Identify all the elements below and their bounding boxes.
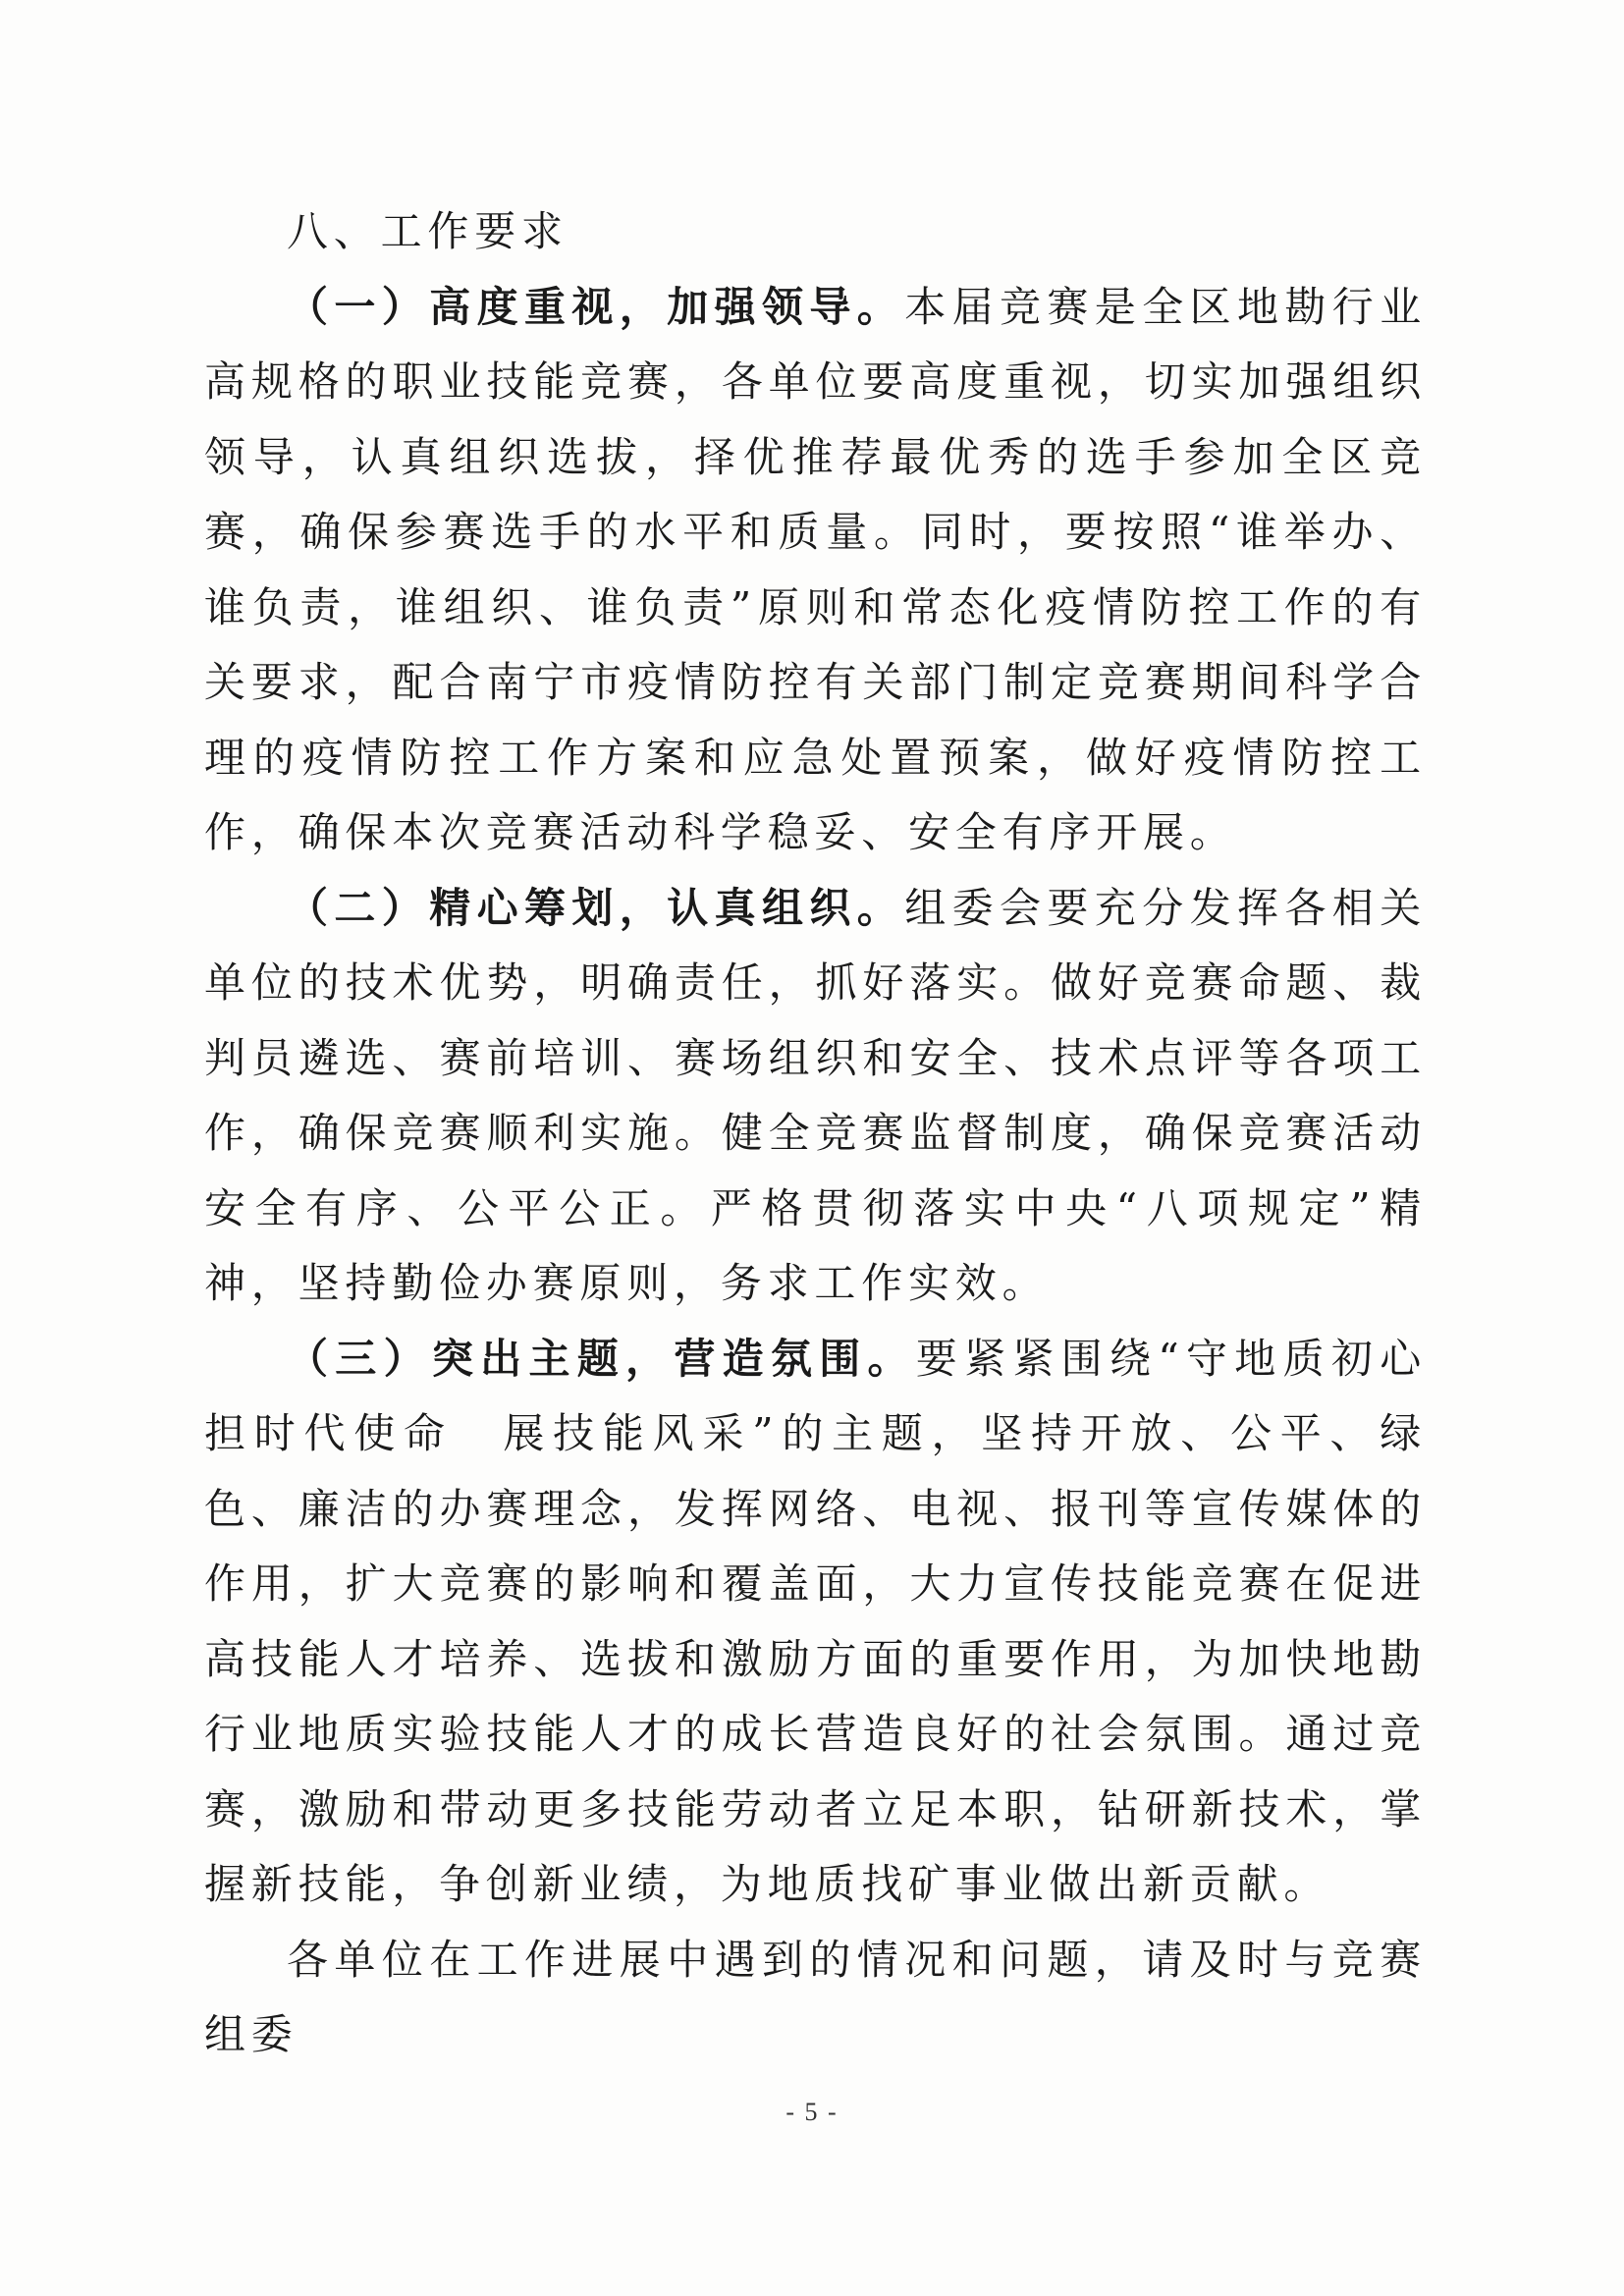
document-body bbox=[204, 194, 1474, 2073]
paragraph-2 bbox=[204, 871, 1427, 1322]
paragraph-4-body: 各单位在工作进展中遇到的情况和问题，请及时与竞赛组委 bbox=[204, 1935, 1427, 2058]
page-number: - 5 - bbox=[785, 2098, 839, 2126]
paragraph-2-lead: （二）精心筹划，认真组织。 bbox=[287, 883, 905, 932]
paragraph-3 bbox=[204, 1322, 1474, 1923]
paragraph-3-body: 要紧紧围绕“守地质初心 担时代使命 展技能风采”的主题，坚持开放、公平、绿色、廉洁的办赛理念，发挥网络、电视、报刊等宣传媒体的作用，扩大竞赛的影响和覆盖面，大力宣传技能竞赛在促进高技能人才培养、选拔和激励方面的重要作用，为加快地勘行业地质实验技能人才的成长营造良好的社会氛围。通过竞赛，激励和带动更多技能劳动者立足本职，钻研新技术，掌握新技能，争创新业绩，为地质找矿事业做出新贡献。 bbox=[204, 1334, 1474, 1908]
paragraph-3-lead: （三）突出主题，营造氛围。 bbox=[287, 1334, 916, 1383]
paragraph-2-body: 组委会要充分发挥各相关单位的技术优势，明确责任，抓好落实。做好竞赛命题、裁判员遴选、赛前培训、赛场组织和安全、技术点评等各项工作，确保竞赛顺利实施。健全竞赛监督制度，确保竞赛活动安全有序、公平公正。严格贯彻落实中央“八项规定”精神，坚持勤俭办赛原则，务求工作实效。 bbox=[204, 883, 1427, 1307]
paragraph-1-lead: （一）高度重视，加强领导。 bbox=[287, 282, 905, 331]
section-heading: 八、工作要求 bbox=[287, 207, 568, 255]
paragraph-4 bbox=[204, 1923, 1427, 2073]
paragraph-1 bbox=[204, 270, 1427, 871]
paragraph-1-body: 本届竞赛是全区地勘行业高规格的职业技能竞赛，各单位要高度重视，切实加强组织领导，认真组织选拔，择优推荐最优秀的选手参加全区竞赛，确保参赛选手的水平和质量。同时，要按照“谁举办、谁负责，谁组织、谁负责”原则和常态化疫情防控工作的有关要求，配合南宁市疫情防控有关部门制定竞赛期间科学合理的疫情防控工作方案和应急处置预案，做好疫情防控工作，确保本次竞赛活动科学稳妥、安全有序开展。 bbox=[204, 282, 1427, 856]
